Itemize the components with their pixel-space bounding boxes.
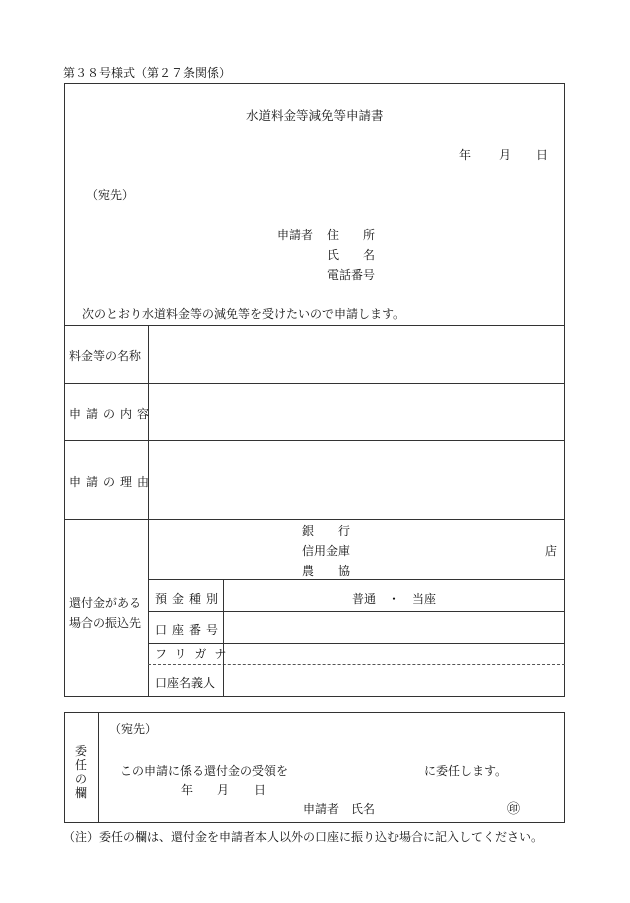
agri-coop-label: 農 協 xyxy=(302,564,351,578)
divider-deposit-type xyxy=(148,579,565,580)
refund-label-line1: 還付金がある xyxy=(69,596,142,610)
account-number-label: 口座番号 xyxy=(155,623,224,637)
date-year: 年 xyxy=(459,148,472,162)
delegation-month: 月 xyxy=(217,783,230,797)
delegation-signer: 申請者 氏名 xyxy=(303,802,376,816)
content-label: 申請の内容 xyxy=(69,407,155,421)
divider-holder-dashed xyxy=(148,664,565,665)
divider-row-1 xyxy=(64,383,565,384)
divider-row-3 xyxy=(64,519,565,520)
fee-name-label: 料金等の名称 xyxy=(69,349,142,363)
delegation-side-1: 委 xyxy=(75,744,88,758)
form-title: 水道料金等減免等申請書 xyxy=(246,108,384,123)
application-statement: 次のとおり水道料金等の減免等を受けたいので申請します。 xyxy=(82,307,406,321)
date-month: 月 xyxy=(499,148,512,162)
delegation-side-2: 任 xyxy=(75,758,88,772)
divider-row-2 xyxy=(64,440,565,441)
delegation-year: 年 xyxy=(181,783,194,797)
branch-label: 店 xyxy=(545,544,558,558)
delegation-side-3: の xyxy=(75,772,88,786)
delegation-sentence-a: この申請に係る還付金の受領を xyxy=(120,764,289,778)
label-column-line xyxy=(148,325,149,697)
date-day: 日 xyxy=(536,148,549,162)
account-holder-label: 口座名義人 xyxy=(155,676,216,690)
applicant-name: 氏 名 xyxy=(327,248,376,262)
delegation-sentence-b: に委任します。 xyxy=(424,764,508,778)
addressee: （宛先） xyxy=(86,188,135,202)
footnote: （注）委任の欄は、還付金を申請者本人以外の口座に振り込む場合に記入してください。 xyxy=(63,830,544,844)
divider-furigana xyxy=(148,643,565,644)
sub-label-column-line xyxy=(223,579,224,697)
divider-top-table xyxy=(64,325,565,326)
delegation-side-line xyxy=(98,712,99,823)
refund-label-line2: 場合の振込先 xyxy=(69,616,142,630)
applicant-phone: 電話番号 xyxy=(327,268,376,282)
deposit-type-label: 預金種別 xyxy=(155,592,224,606)
divider-account-number xyxy=(148,611,565,612)
seal-icon: ㊞ xyxy=(507,802,521,817)
delegation-addressee: （宛先） xyxy=(109,722,158,736)
reason-label: 申請の理由 xyxy=(69,475,155,489)
bank-label: 銀 行 xyxy=(302,524,351,538)
credit-union-label: 信用金庫 xyxy=(302,544,351,558)
delegation-side-4: 欄 xyxy=(75,786,88,800)
delegation-day: 日 xyxy=(254,783,267,797)
applicant-label: 申請者 xyxy=(277,228,314,242)
furigana-label: フリガナ xyxy=(155,647,235,661)
applicant-address: 住 所 xyxy=(327,228,376,242)
form-number: 第３８号様式（第２７条関係） xyxy=(63,66,232,80)
deposit-type-value: 普通 ・ 当座 xyxy=(352,592,437,606)
